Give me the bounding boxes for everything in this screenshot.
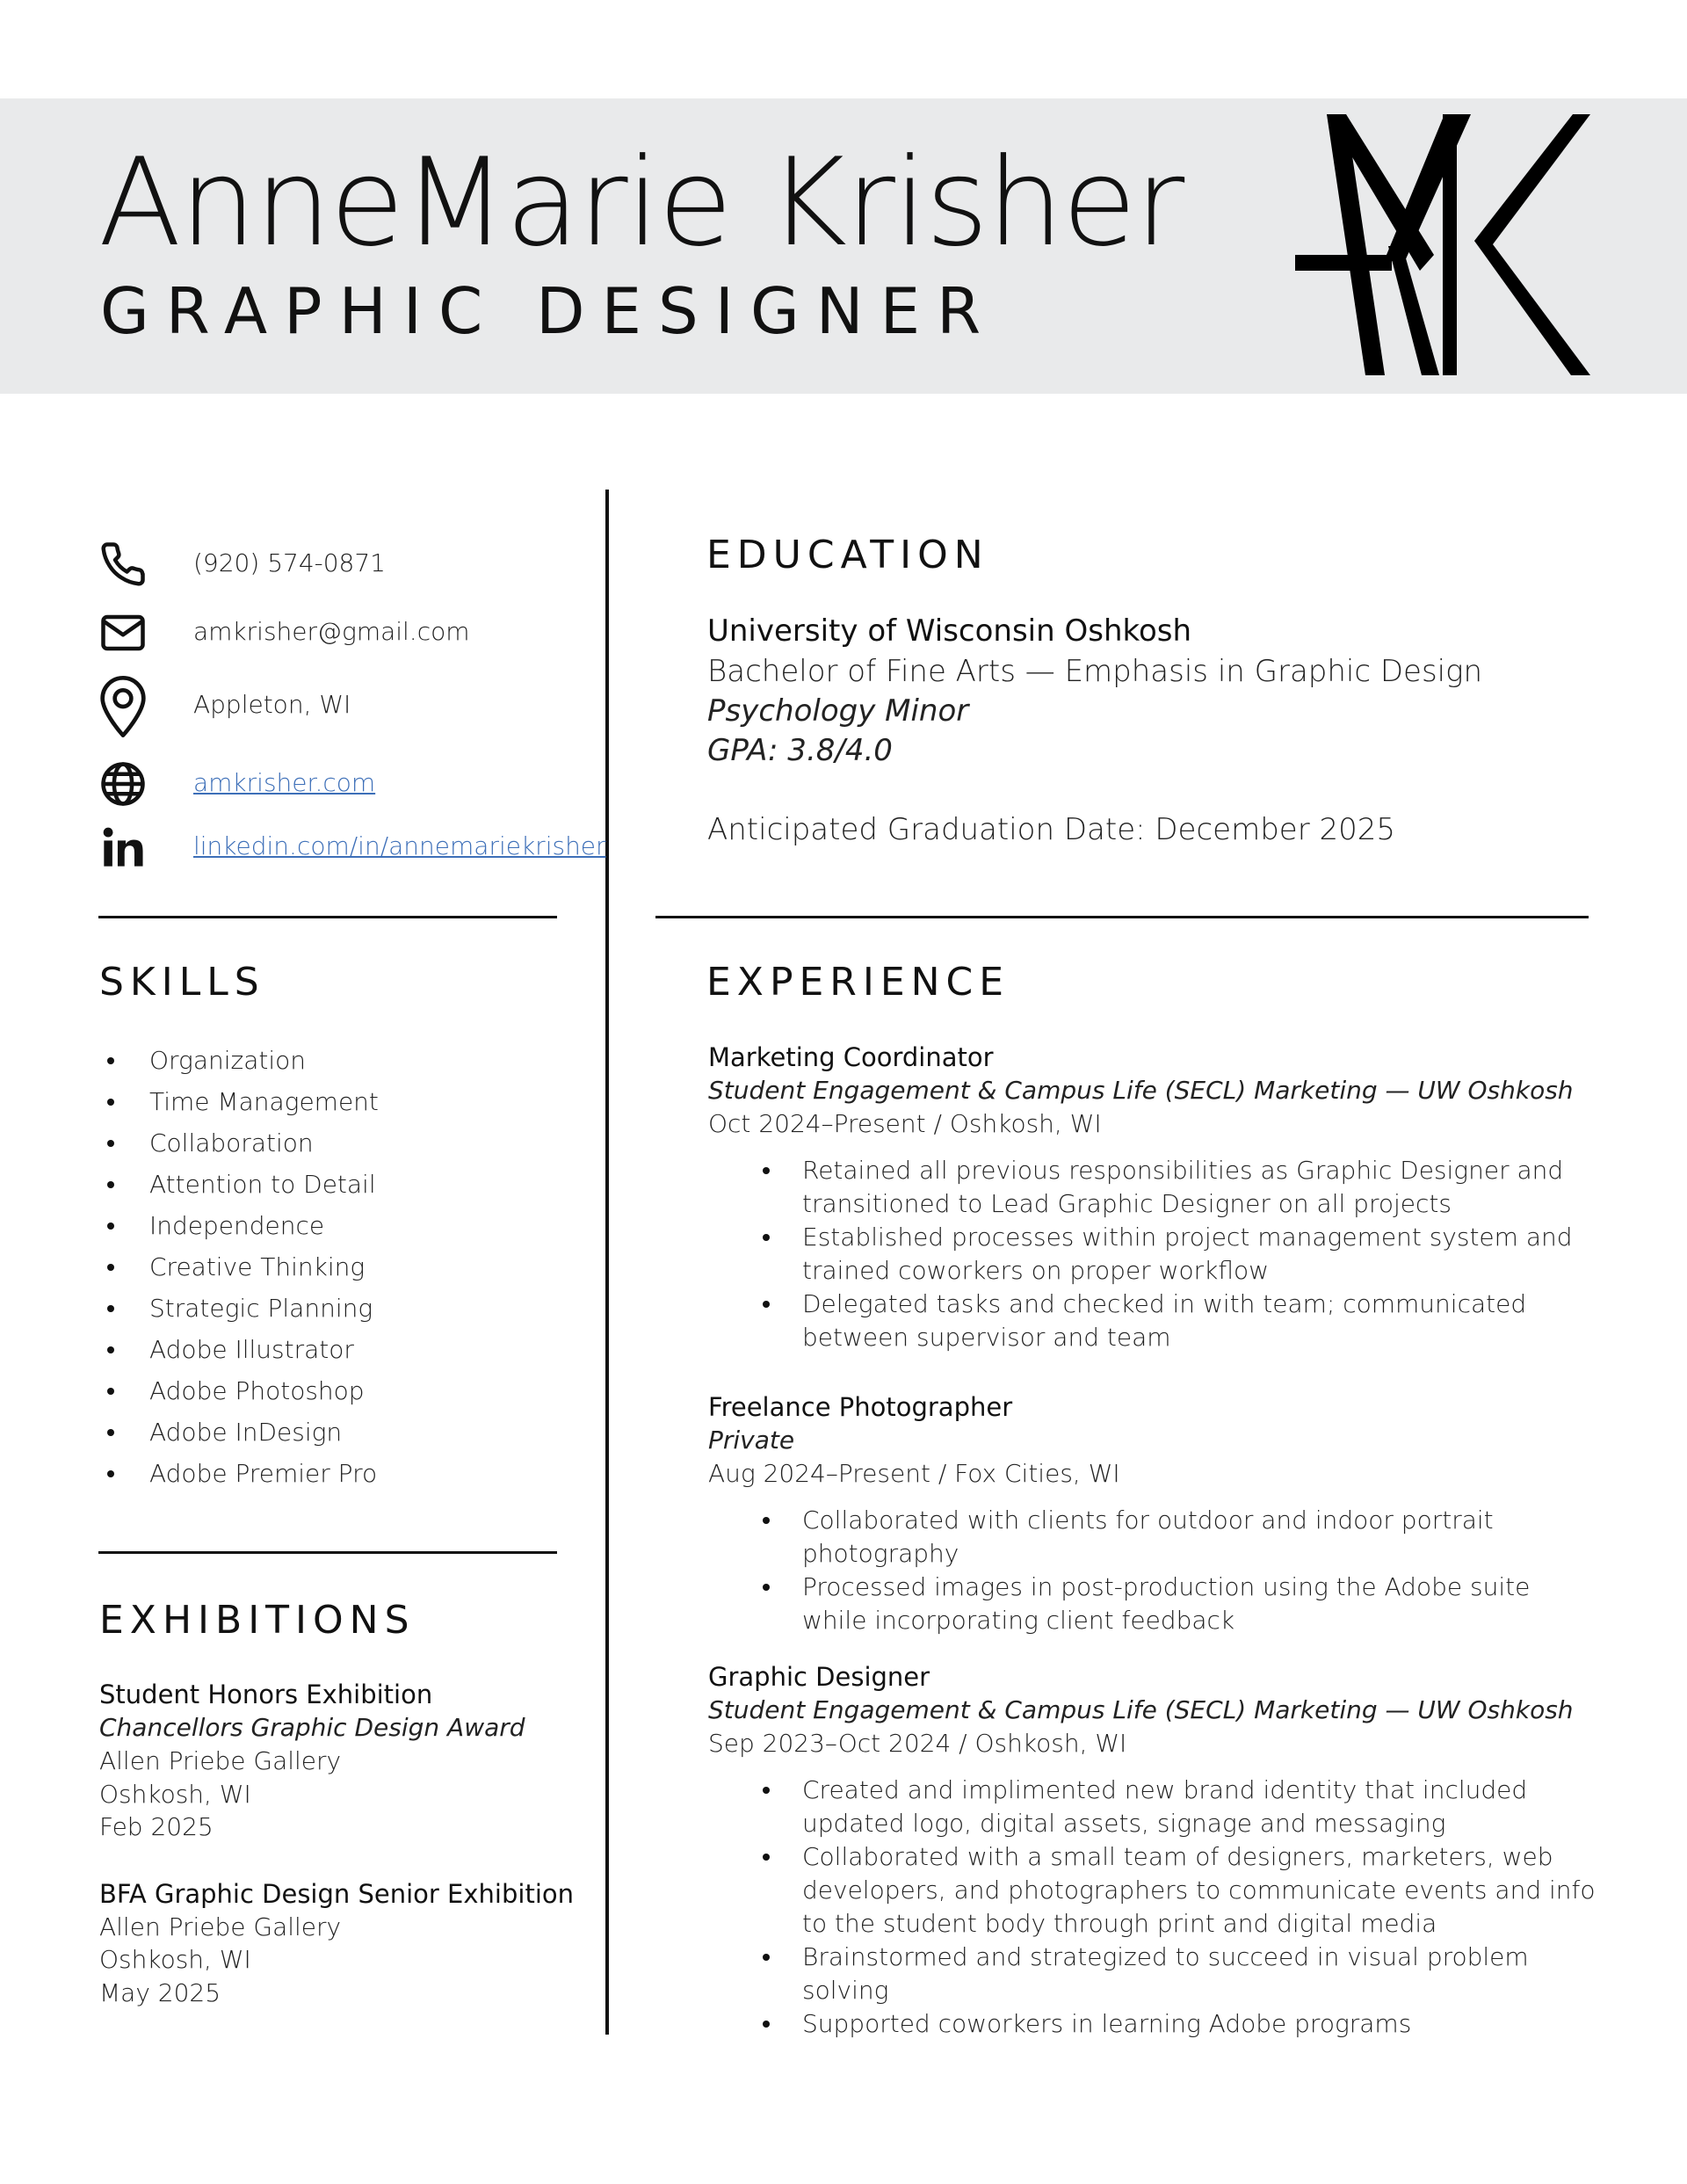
list-item: Supported coworkers in learning Adobe programs: [754, 2007, 1597, 2041]
column-divider: [605, 490, 609, 2035]
education-heading: EDUCATION: [706, 533, 989, 577]
exhibition-venue: Allen Priebe Gallery: [99, 1746, 342, 1775]
contact-linkedin: [97, 821, 606, 874]
gpa: GPA: 3.8/4.0: [707, 733, 893, 768]
exhibition-title: Student Honors Exhibition: [99, 1680, 433, 1709]
exhibition-venue: Allen Priebe Gallery: [99, 1912, 342, 1941]
envelope-icon: [97, 606, 149, 659]
list-item: Collaboration: [105, 1122, 379, 1164]
list-item: Adobe InDesign: [105, 1411, 379, 1453]
job-role: Freelance Photographer: [708, 1392, 1013, 1422]
job-bullets: [754, 1504, 1597, 1637]
contact-phone: [97, 538, 386, 591]
skills-heading: SKILLS: [99, 960, 265, 1005]
exhibition-location: Oshkosh, WI: [99, 1945, 251, 1974]
contact-website: [97, 758, 376, 810]
exhibition-title: BFA Graphic Design Senior Exhibition: [99, 1879, 574, 1909]
job-role: Graphic Designer: [708, 1662, 930, 1692]
job-bullets: [754, 1774, 1597, 2041]
list-item: Strategic Planning: [105, 1288, 379, 1329]
globe-icon: [97, 758, 149, 810]
exhibition-location: Oshkosh, WI: [99, 1780, 251, 1809]
job-role: Marketing Coordinator: [708, 1042, 994, 1072]
degree: Bachelor of Fine Arts — Emphasis in Graphic Design: [707, 654, 1483, 689]
list-item: Retained all previous responsibilities as Graphic Designer and transitioned to Lead Graphic Designer on all projects: [754, 1154, 1597, 1221]
job-title: GRAPHIC DESIGNER: [100, 274, 998, 348]
graduation-date: Anticipated Graduation Date: December 2025: [707, 812, 1396, 847]
phone-icon: [97, 538, 149, 591]
list-item: Adobe Premier Pro: [105, 1453, 379, 1494]
list-item: Established processes within project management system and trained coworkers on proper workflow: [754, 1221, 1597, 1288]
job-organization: Private: [708, 1426, 795, 1455]
list-item: Attention to Detail: [105, 1164, 379, 1205]
job-bullets: [754, 1154, 1597, 1354]
email-address: amkrisher@gmail.com: [193, 617, 470, 646]
school-name: University of Wisconsin Oshkosh: [707, 613, 1192, 649]
list-item: Collaborated with clients for outdoor and indoor portrait photography: [754, 1504, 1597, 1571]
job-dates: Sep 2023–Oct 2024 / Oshkosh, WI: [708, 1729, 1127, 1758]
list-item: Time Management: [105, 1081, 379, 1122]
list-item: Adobe Illustrator: [105, 1329, 379, 1370]
location-text: Appleton, WI: [193, 690, 351, 719]
contact-divider: [98, 916, 557, 918]
list-item: Collaborated with a small team of designers, marketers, web developers, and photographers to communicate events and info to the student body through print and digital media: [754, 1840, 1597, 1941]
amk-monogram-logo: [1295, 114, 1590, 378]
website-link[interactable]: amkrisher.com: [193, 768, 376, 797]
job-dates: Aug 2024–Present / Fox Cities, WI: [708, 1459, 1120, 1488]
minor: Psychology Minor: [707, 693, 969, 729]
list-item: Creative Thinking: [105, 1246, 379, 1288]
phone-number: (920) 574-0871: [193, 548, 386, 577]
job-organization: Student Engagement & Campus Life (SECL) Marketing — UW Oshkosh: [708, 1076, 1574, 1105]
list-item: Adobe Photoshop: [105, 1370, 379, 1411]
contact-email: [97, 606, 470, 659]
list-item: Organization: [105, 1040, 379, 1081]
job-dates: Oct 2024–Present / Oshkosh, WI: [708, 1109, 1102, 1138]
experience-heading: EXPERIENCE: [706, 960, 1010, 1005]
list-item: Created and implimented new brand identity that included updated logo, digital assets, signage and messaging: [754, 1774, 1597, 1840]
exhibition-date: Feb 2025: [99, 1812, 214, 1841]
exhibition-award: Chancellors Graphic Design Award: [99, 1713, 525, 1742]
exhibition-date: May 2025: [99, 1978, 221, 2007]
contact-location: [97, 675, 351, 738]
skills-divider: [98, 1551, 557, 1554]
list-item: Brainstormed and strategized to succeed in visual problem solving: [754, 1941, 1597, 2007]
list-item: Independence: [105, 1205, 379, 1246]
exhibitions-heading: EXHIBITIONS: [99, 1598, 416, 1643]
linkedin-icon: [97, 821, 149, 874]
list-item: Processed images in post-production using the Adobe suite while incorporating client feedback: [754, 1571, 1597, 1637]
name-heading: AnneMarie Krisher: [98, 132, 1184, 273]
map-pin-icon: [97, 675, 149, 738]
skills-list: [105, 1040, 379, 1494]
list-item: Delegated tasks and checked in with team; communicated between supervisor and team: [754, 1288, 1597, 1354]
linkedin-link[interactable]: linkedin.com/in/annemariekrisher: [193, 831, 606, 860]
job-organization: Student Engagement & Campus Life (SECL) Marketing — UW Oshkosh: [708, 1695, 1574, 1724]
education-divider: [655, 916, 1589, 918]
